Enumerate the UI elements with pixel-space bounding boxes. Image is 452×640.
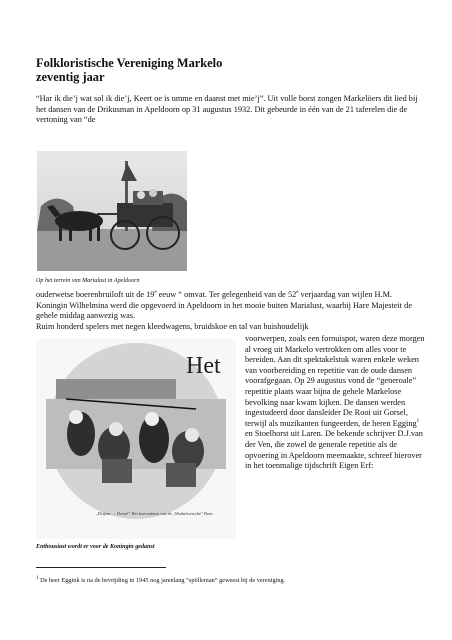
photo-inscription: „Drijem .... Drem!” Het boerenfeest van de „Markeloersche” Boer. — [96, 511, 214, 516]
page-title — [36, 56, 222, 84]
body-text: eeuw “ omvat. Ter gelegenheid van de 52 — [156, 290, 297, 299]
photo-caption-2: Enthousiast wordt er voor de Koningin gedanst — [36, 544, 155, 550]
body-text: verjaardag van wijlen H.M. Koningin Wilhelmina werd die opgevoerd in Apeldoorn in het mooie buiten Marialust, waarbij Hare Majesteit de gehele middag aanwezig was. — [36, 290, 413, 321]
side-paragraph — [245, 334, 425, 472]
side-text: en Stoelhorst uit Laren. De bekende schrijver D.J.van der Ven, die zowel de generale repetitie als de opvoering in Apeldoorn meemaakte, schreef hierover in het toenmalige tijdschrift Eigen Erf: — [245, 429, 423, 471]
dance-photo — [36, 339, 236, 539]
body-paragraph — [36, 290, 421, 332]
body-text: ouderwetse boerenbruiloft uit de 19 — [36, 290, 155, 299]
side-text: voorwerpen, zoals een fornuispot, waren deze morgen al vroeg uit Markelo vertrokken om alles voor te bereiden. Aan dit spektakelstuk waren enkele weken van voorbereiding en repetitie van de oude dansen voorafgegaan. Op 29 augustus vond de “generoale” repetitie plaats waar bijna de gehele Markelose bevolking naar kwam kijken. De dansen werden ingestudeerd door dansleider De Rooi uit Gorsel, terwijl als muzikanten fungeerden, de heren Egging — [245, 334, 425, 428]
footnote — [36, 577, 285, 584]
footnote-ref: 1 — [416, 418, 420, 424]
title-line-1: Folkloristische Vereniging Markelo — [36, 56, 223, 70]
photo-heading: Het — [186, 353, 221, 379]
superscript: e — [296, 290, 299, 296]
intro-paragraph: “Har ik die’j wat sol ik die’j, Keert oe is umme en daanst met mie’j”. Uit volle borst zongen Markelöers dit lied bij het dansen van de Drikusman in Apeldoorn op 31 augustus 1932. Dit gebeurde in één van de 21 taferelen die de vertoning van “de — [36, 94, 418, 125]
footnote-divider — [36, 567, 166, 568]
footnote-text: De heer Eggink is na de bevrijding in 1945 nog jarenlang “spölleman” geweest bij de vereniging. — [38, 577, 286, 584]
carriage-photo — [37, 151, 187, 271]
body-text: Ruim honderd spelers met negen kleedwagens, bruidskoe en tal van huishoudelijk — [36, 321, 309, 331]
title-line-2: zeventig jaar — [36, 70, 105, 84]
footnote-number: 1 — [36, 575, 39, 581]
superscript: e — [154, 290, 157, 296]
photo-caption: Op het terrein van Marialust in Apeldoorn — [36, 278, 140, 284]
